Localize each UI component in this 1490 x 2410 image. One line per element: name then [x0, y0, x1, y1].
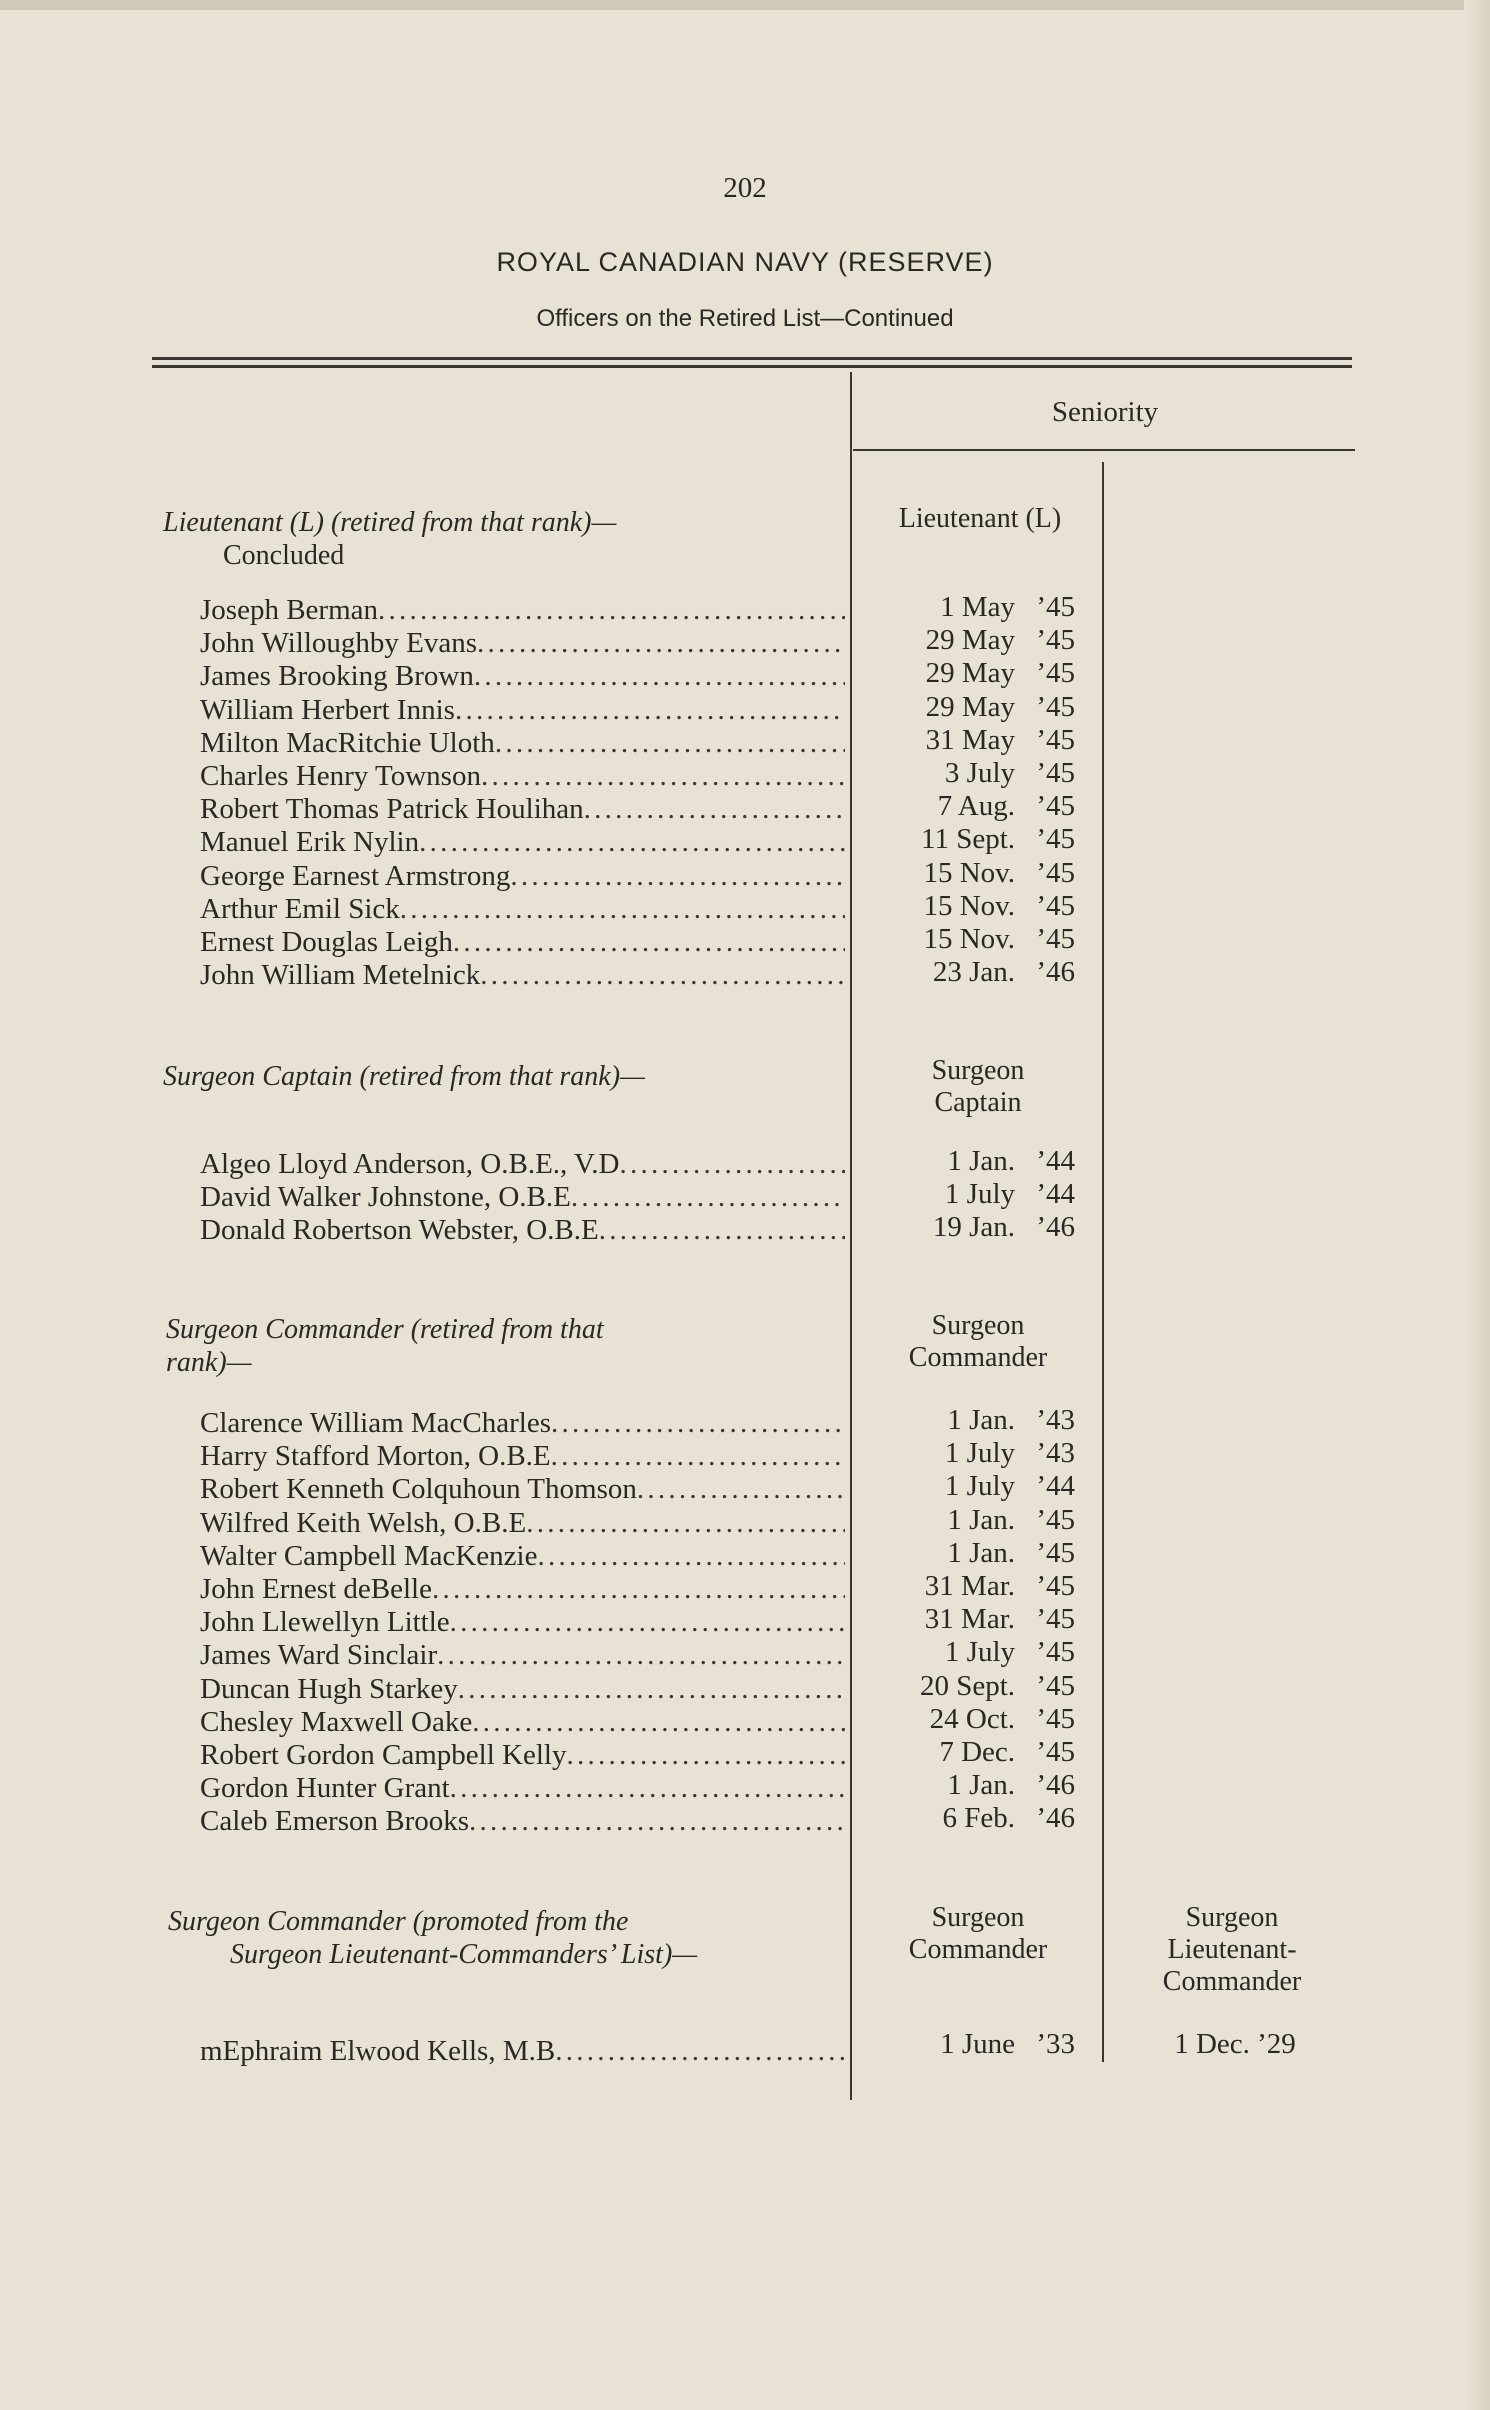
officer-name: John William Metelnick — [200, 959, 481, 992]
seniority-date — [880, 724, 1100, 757]
list-item — [200, 627, 845, 660]
date-year: ’45 — [1036, 889, 1075, 922]
column-head-line: Captain — [934, 1087, 1022, 1118]
date-year: ’46 — [1036, 1211, 1075, 1244]
date-day-month: 29 May — [925, 624, 1015, 657]
column-head-line: Commander — [1162, 1966, 1302, 1997]
date-year: ’44 — [1036, 1145, 1075, 1177]
date-day-month: 15 Nov. — [923, 889, 1015, 922]
leader-dots — [450, 1606, 845, 1639]
entries-surgeon-captain — [200, 1148, 845, 1248]
seniority-date-lieutenant-commander: 1 Dec. ’29 — [1174, 2028, 1296, 2060]
leader-dots — [584, 793, 845, 826]
seniority-date — [880, 1537, 1100, 1570]
date-day-month: 15 Nov. — [923, 922, 1015, 955]
column-head-line: Lieutenant- — [1167, 1934, 1297, 1965]
leader-dots — [419, 826, 845, 859]
column-head-lieutenant-l — [860, 503, 1100, 535]
entries-surgeon-commander-retired — [200, 1407, 845, 1838]
leader-dots — [619, 1148, 845, 1181]
leader-dots — [481, 760, 845, 793]
seniority-date — [880, 790, 1100, 823]
section-heading-line: Surgeon Commander (promoted from the — [168, 1906, 629, 1937]
officer-name: Joseph Berman — [200, 594, 378, 626]
list-item — [200, 1805, 845, 1838]
column-divider-main — [850, 372, 852, 2100]
leader-dots — [400, 893, 845, 926]
date-day-month: 19 Jan. — [932, 1211, 1015, 1244]
page-number: 202 — [723, 172, 767, 204]
date-day-month: 1 July — [944, 1178, 1015, 1211]
seniority-date — [880, 823, 1100, 856]
list-item — [200, 1772, 845, 1805]
date-day-month: 1 Jan. — [947, 1404, 1015, 1436]
column-head-line: Surgeon — [931, 1055, 1025, 1086]
date-day-month: 1 May — [940, 591, 1015, 623]
officer-name: John Willoughby Evans — [200, 627, 478, 660]
date-day-month: 1 July — [944, 1437, 1015, 1470]
date-year: ’45 — [1036, 657, 1075, 690]
date-day-month: 11 Sept. — [921, 823, 1015, 856]
officer-name: George Earnest Armstrong — [200, 859, 511, 892]
date-day-month: 1 July — [944, 1636, 1015, 1669]
list-item — [200, 826, 845, 859]
leader-dots — [437, 1639, 845, 1672]
leader-dots — [480, 959, 845, 992]
header-rule-bottom — [152, 365, 1352, 368]
seniority-header-rule — [853, 449, 1355, 451]
seniority-date — [880, 591, 1100, 624]
list-item — [200, 926, 845, 959]
officer-name: John Ernest deBelle — [200, 1572, 432, 1605]
section-heading-line: rank)— — [166, 1347, 252, 1378]
date-day-month: 29 May — [925, 690, 1015, 723]
officer-name: Charles Henry Townson — [200, 759, 481, 792]
seniority-date — [880, 691, 1100, 724]
seniority-date — [880, 624, 1100, 657]
seniority-date — [880, 923, 1100, 956]
officer-name: Chesley Maxwell Oake — [200, 1705, 473, 1738]
column-head-line: Surgeon — [1185, 1902, 1279, 1933]
officer-name: Arthur Emil Sick — [200, 892, 400, 925]
list-item — [200, 1148, 845, 1181]
officer-name: James Ward Sinclair — [200, 1639, 438, 1672]
list-item — [200, 1473, 845, 1506]
seniority-date — [880, 956, 1100, 989]
officer-name: Gordon Hunter Grant — [200, 1772, 450, 1805]
date-year: ’45 — [1036, 723, 1075, 756]
date-year: ’45 — [1036, 591, 1075, 623]
list-item — [200, 2035, 845, 2068]
seniority-date — [880, 890, 1100, 923]
column-head-line: Surgeon — [931, 1310, 1025, 1341]
date-year: ’46 — [1036, 956, 1075, 989]
seniority-date — [880, 1570, 1100, 1603]
date-day-month: 1 July — [944, 1470, 1015, 1503]
leader-dots — [477, 627, 845, 660]
seniority-header: Seniority — [1051, 396, 1159, 428]
date-year: ’45 — [1036, 856, 1075, 889]
section-heading-line: Surgeon Lieutenant-Commanders’ List)— — [230, 1939, 698, 1970]
date-year: ’45 — [1036, 1503, 1075, 1536]
seniority-date — [880, 1769, 1100, 1802]
officer-name: Robert Thomas Patrick Houlihan — [200, 793, 584, 826]
leader-dots — [571, 1181, 845, 1214]
officer-name: Manuel Erik Nylin — [200, 826, 420, 859]
seniority-date — [880, 1211, 1100, 1244]
date-day-month: 24 Oct. — [929, 1702, 1015, 1735]
list-item — [200, 1407, 845, 1440]
column-head-surgeon-lieutenant-commander — [1127, 1902, 1337, 1998]
page-title: ROYAL CANADIAN NAVY (RESERVE) — [496, 247, 994, 277]
date-day-month: 7 Dec. — [939, 1735, 1015, 1768]
date-day-month: 1 Jan. — [947, 1769, 1015, 1802]
section-heading-surgeon-captain-title: Surgeon Captain (retired from that rank)— — [163, 1061, 645, 1092]
seniority-date — [880, 1603, 1100, 1636]
leader-dots — [555, 2035, 845, 2068]
officer-name: Donald Robertson Webster, O.B.E — [200, 1214, 599, 1247]
seniority-date — [880, 657, 1100, 690]
dates-surgeon-commander-retired — [880, 1404, 1100, 1835]
section-heading-surgeon-commander-promoted — [168, 1905, 854, 1971]
leader-dots — [566, 1739, 845, 1772]
date-year: ’45 — [1036, 624, 1075, 657]
seniority-date — [880, 1504, 1100, 1537]
leader-dots — [458, 1673, 845, 1706]
leader-dots — [453, 926, 845, 959]
officer-name: Ernest Douglas Leigh — [200, 925, 453, 958]
officer-name: Robert Gordon Campbell Kelly — [200, 1738, 567, 1771]
list-item — [200, 727, 845, 760]
date-year: ’45 — [1036, 756, 1075, 789]
date-year: ’45 — [1036, 922, 1075, 955]
date-day-month: 15 Nov. — [923, 856, 1015, 889]
seniority-date — [880, 2028, 1100, 2061]
seniority-date — [880, 1404, 1100, 1437]
leader-dots — [526, 1507, 845, 1540]
date-day-month: 20 Sept. — [919, 1669, 1015, 1702]
leader-dots — [637, 1473, 845, 1506]
seniority-date — [880, 1470, 1100, 1503]
leader-dots — [450, 1772, 845, 1805]
list-item — [200, 1573, 845, 1606]
officer-name: Caleb Emerson Brooks — [200, 1805, 470, 1838]
date-year: ’45 — [1036, 823, 1075, 856]
section-heading-surgeon-captain — [163, 1060, 841, 1093]
column-head-surgeon-captain — [873, 1055, 1083, 1119]
date-day-month: 31 Mar. — [924, 1569, 1015, 1602]
column-head-surgeon-commander — [873, 1310, 1083, 1374]
date-day-month: 3 July — [944, 756, 1015, 789]
list-item — [200, 1507, 845, 1540]
date-year: ’45 — [1036, 1569, 1075, 1602]
date-year: ’45 — [1036, 1636, 1075, 1669]
section-heading-line: Surgeon Commander (retired from that — [166, 1314, 604, 1345]
officer-name: James Brooking Brown — [200, 660, 474, 693]
dates-lieutenant-l — [880, 591, 1100, 989]
column-head-surgeon-commander-promoted — [873, 1902, 1083, 1966]
list-item — [200, 959, 845, 992]
column-head-line: Commander — [908, 1934, 1048, 1965]
leader-dots — [495, 727, 845, 760]
date-year: ’44 — [1036, 1178, 1075, 1211]
seniority-date — [880, 857, 1100, 890]
entries-lieutenant-l — [200, 594, 845, 992]
date-day-month: 1 Jan. — [947, 1536, 1015, 1569]
date-year: ’45 — [1036, 1702, 1075, 1735]
officer-name: Harry Stafford Morton, O.B.E — [200, 1440, 551, 1473]
date-year: ’46 — [1036, 1802, 1075, 1835]
officer-name: Robert Kenneth Colquhoun Thomson — [200, 1473, 637, 1506]
seniority-date — [880, 1802, 1100, 1835]
date-year: ’44 — [1036, 1470, 1075, 1503]
officer-name: Milton MacRitchie Uloth — [200, 726, 495, 759]
date-day-month: 1 Jan. — [947, 1503, 1015, 1536]
leader-dots — [537, 1540, 845, 1573]
leader-dots — [455, 694, 845, 727]
section-heading-lieutenant-l — [163, 506, 841, 572]
officer-name: Clarence William MacCharles — [200, 1407, 552, 1439]
list-item — [200, 793, 845, 826]
date-day-month: 6 Feb. — [942, 1802, 1015, 1835]
date-year: ’45 — [1036, 1603, 1075, 1636]
date-day-month: 29 May — [925, 657, 1015, 690]
list-item — [200, 893, 845, 926]
seniority-date — [880, 757, 1100, 790]
list-item — [200, 1639, 845, 1672]
header-rule-top — [152, 357, 1352, 360]
seniority-date — [880, 1145, 1100, 1178]
seniority-date — [880, 1437, 1100, 1470]
list-item — [200, 1214, 845, 1247]
date-year: ’45 — [1036, 1735, 1075, 1768]
dates-surgeon-commander-promoted — [880, 2028, 1100, 2061]
leader-dots — [432, 1573, 845, 1606]
leader-dots — [551, 1407, 845, 1440]
date-day-month: 23 Jan. — [932, 956, 1015, 989]
page-right-edge — [1464, 0, 1490, 2410]
seniority-date — [880, 1670, 1100, 1703]
list-item — [200, 1606, 845, 1639]
list-item — [200, 760, 845, 793]
officer-name: William Herbert Innis — [200, 693, 455, 726]
column-head-line: Commander — [908, 1342, 1048, 1373]
section-heading-surgeon-commander-retired — [166, 1313, 852, 1379]
date-day-month: 7 Aug. — [937, 790, 1015, 823]
list-item — [200, 1181, 845, 1214]
page-subtitle: Officers on the Retired List—Continued — [536, 305, 954, 332]
date-day-month: 1 Jan. — [947, 1145, 1015, 1177]
list-item — [200, 660, 845, 693]
seniority-date — [880, 1636, 1100, 1669]
column-divider-seniority — [1102, 462, 1104, 2062]
leader-dots — [510, 860, 845, 893]
list-item — [200, 1673, 845, 1706]
list-item — [200, 594, 845, 627]
seniority-date — [880, 1736, 1100, 1769]
leader-dots — [378, 594, 845, 627]
date-day-month: 31 Mar. — [924, 1603, 1015, 1636]
date-day-month: 31 May — [925, 723, 1015, 756]
date-year: ’33 — [1036, 2028, 1075, 2060]
section-heading-lieutenant-l-title: Lieutenant (L) (retired from that rank)— — [163, 507, 617, 538]
date-day-month: 1 June — [940, 2028, 1015, 2060]
date-year: ’46 — [1036, 1769, 1075, 1802]
leader-dots — [474, 660, 845, 693]
leader-dots — [469, 1805, 845, 1838]
leader-dots — [551, 1440, 845, 1473]
officer-name: John Llewellyn Little — [200, 1606, 450, 1639]
officer-name: mEphraim Elwood Kells, M.B — [200, 2035, 556, 2067]
section-heading-lieutenant-l-sub: Concluded — [223, 540, 345, 571]
list-item — [200, 1739, 845, 1772]
officer-name: Wilfred Keith Welsh, O.B.E — [200, 1506, 527, 1539]
list-item — [200, 860, 845, 893]
page-top-edge — [0, 0, 1490, 10]
dates-surgeon-captain — [880, 1145, 1100, 1245]
date-year: ’45 — [1036, 790, 1075, 823]
seniority-date — [880, 1703, 1100, 1736]
date-year: ’43 — [1036, 1404, 1075, 1436]
leader-dots — [472, 1706, 845, 1739]
officer-name: David Walker Johnstone, O.B.E — [200, 1181, 571, 1214]
column-head-line: Surgeon — [931, 1902, 1025, 1933]
list-item — [200, 1540, 845, 1573]
entries-surgeon-commander-promoted — [200, 2035, 845, 2068]
officer-name: Algeo Lloyd Anderson, O.B.E., V.D — [200, 1148, 620, 1180]
officer-name: Walter Campbell MacKenzie — [200, 1539, 538, 1572]
officer-name: Duncan Hugh Starkey — [200, 1672, 458, 1705]
list-item — [200, 1706, 845, 1739]
date-year: ’45 — [1036, 1669, 1075, 1702]
date-year: ’45 — [1036, 1536, 1075, 1569]
leader-dots — [599, 1214, 845, 1247]
column-head-lieutenant-l-text: Lieutenant (L) — [898, 503, 1062, 534]
seniority-date — [880, 1178, 1100, 1211]
list-item — [200, 1440, 845, 1473]
date-year: ’43 — [1036, 1437, 1075, 1470]
date-year: ’45 — [1036, 690, 1075, 723]
list-item — [200, 694, 845, 727]
